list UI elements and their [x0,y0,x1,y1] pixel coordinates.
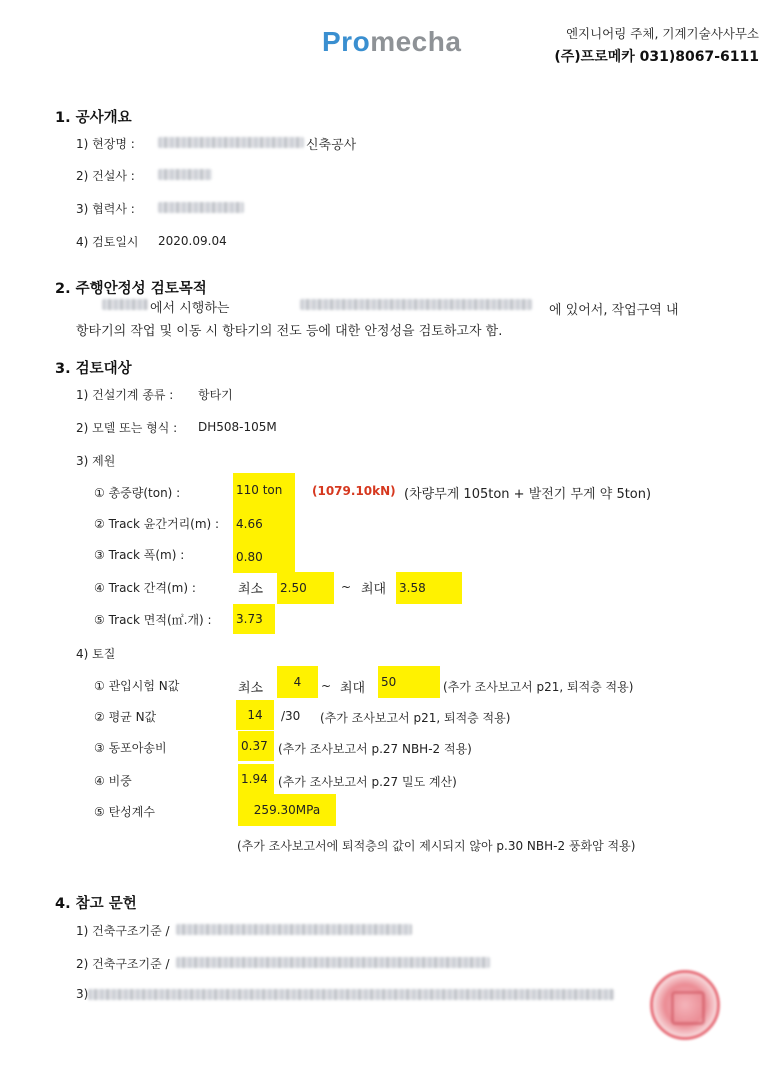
logo-part-1: Pro [322,26,371,57]
poisson-highlight [238,731,274,761]
track-gap-max-label: 최대 [361,582,387,597]
company-logo [322,26,461,58]
total-weight-note: (차량무게 105ton + 발전기 무게 약 5ton) [404,487,652,502]
track-gap-min-highlight [277,572,334,604]
machine-type-value: 항타기 [198,388,233,402]
redacted-reference-3 [88,989,614,1000]
total-weight-label: ① 총중량(ton) : [94,486,181,500]
total-weight-value: 110 ton [236,483,283,497]
specific-gravity-note: (추가 조사보고서 p.27 밀도 계산) [278,775,457,789]
track-width-label: ③ Track 폭(m) : [94,548,185,562]
avg-n-denominator: /30 [281,709,301,723]
track-gap-min-label: 최소 [238,582,264,597]
n-tilde: ~ [321,679,332,693]
track-distance-value: 4.66 [236,517,263,531]
poisson-label: ③ 동포아송비 [94,741,167,755]
redacted-site-name [158,137,304,148]
redacted-project [300,299,532,310]
elastic-modulus-note: (추가 조사보고서에 퇴적층의 값이 제시되지 않아 p.30 NBH-2 풍화암 적용) [237,839,636,853]
track-distance-label: ② Track 윤간거리(m) : [94,517,220,531]
poisson-value: 0.37 [241,739,268,753]
specific-gravity-highlight [238,764,274,794]
reference-3-label: 3) [76,987,89,1001]
section-2-title: 2. 주행안정성 검토목적 [55,281,207,297]
header-tagline: 엔지니어링 주체, 기계기술사사무소 [565,26,759,41]
avg-n-note: (추가 조사보고서 p21, 퇴적층 적용) [320,711,511,725]
redacted-reference-1 [176,924,412,935]
track-distance-highlight [233,507,295,541]
purpose-line-1a: 에서 시행하는 [150,301,230,316]
partner-label: 3) 협력사 : [76,202,135,216]
avg-n-highlight [236,700,274,730]
elastic-modulus-value: 259.30MPa [253,803,321,817]
specific-gravity-value: 1.94 [241,772,268,786]
track-gap-tilde: ~ [341,580,352,594]
track-width-highlight [233,541,295,573]
n-min-highlight [277,666,318,698]
total-weight-highlight [233,473,295,507]
section-3-title: 3. 검토대상 [55,361,132,377]
redacted-partner [158,202,244,213]
section-1-title: 1. 공사개요 [55,110,132,126]
machine-type-label: 1) 건설기계 종류 : [76,388,174,402]
track-area-value: 3.73 [236,612,263,626]
n-max-highlight [378,666,440,698]
soil-label: 4) 토질 [76,647,116,661]
model-label: 2) 모델 또는 형식 : [76,421,178,435]
redacted-builder [158,169,212,180]
redacted-company [102,299,148,310]
builder-label: 2) 건설사 : [76,169,135,183]
track-area-highlight [233,604,275,634]
site-name-suffix: 신축공사 [306,138,357,153]
purpose-line-2: 항타기의 작업 및 이동 시 항타기의 전도 등에 대한 안정성을 검토하고자 함. [76,324,503,339]
elastic-modulus-highlight [238,794,336,826]
logo-part-2: mecha [370,26,462,57]
company-seal [650,970,720,1040]
review-date-label: 4) 검토일시 [76,235,139,249]
reference-1-label: 1) 건축구조기준 / [76,924,170,938]
specific-gravity-label: ④ 비중 [94,774,132,788]
model-value: DH508-105M [198,420,277,434]
site-name-label: 1) 현장명 : [76,137,135,151]
track-area-label: ⑤ Track 면적(㎡.개) : [94,613,212,627]
track-width-value: 0.80 [236,550,263,564]
review-date-value: 2020.09.04 [158,234,227,248]
total-weight-kn: (1079.10kN) [312,484,396,498]
redacted-reference-2 [176,957,490,968]
track-gap-min-value: 2.50 [280,581,307,595]
spec-label: 3) 제원 [76,454,116,468]
n-max-label: 최대 [340,681,366,696]
track-gap-max-highlight [396,572,462,604]
header-company-phone: (주)프로메카 031)8067-6111 [554,49,759,65]
n-note: (추가 조사보고서 p21, 퇴적층 적용) [443,680,634,694]
track-gap-max-value: 3.58 [399,581,426,595]
n-max-value: 50 [381,675,397,689]
n-min-value: 4 [293,675,302,689]
section-4-title: 4. 참고 문헌 [55,896,137,912]
reference-2-label: 2) 건축구조기준 / [76,957,170,971]
n-min-label: 최소 [238,681,264,696]
avg-n-label: ② 평균 N값 [94,710,157,724]
track-gap-label: ④ Track 간격(m) : [94,581,196,595]
elastic-modulus-label: ⑤ 탄성계수 [94,805,155,819]
purpose-line-1b: 에 있어서, 작업구역 내 [549,303,679,318]
n-value-label: ① 관입시험 N값 [94,679,180,693]
poisson-note: (추가 조사보고서 p.27 NBH-2 적용) [278,742,472,756]
avg-n-value: 14 [247,708,263,722]
